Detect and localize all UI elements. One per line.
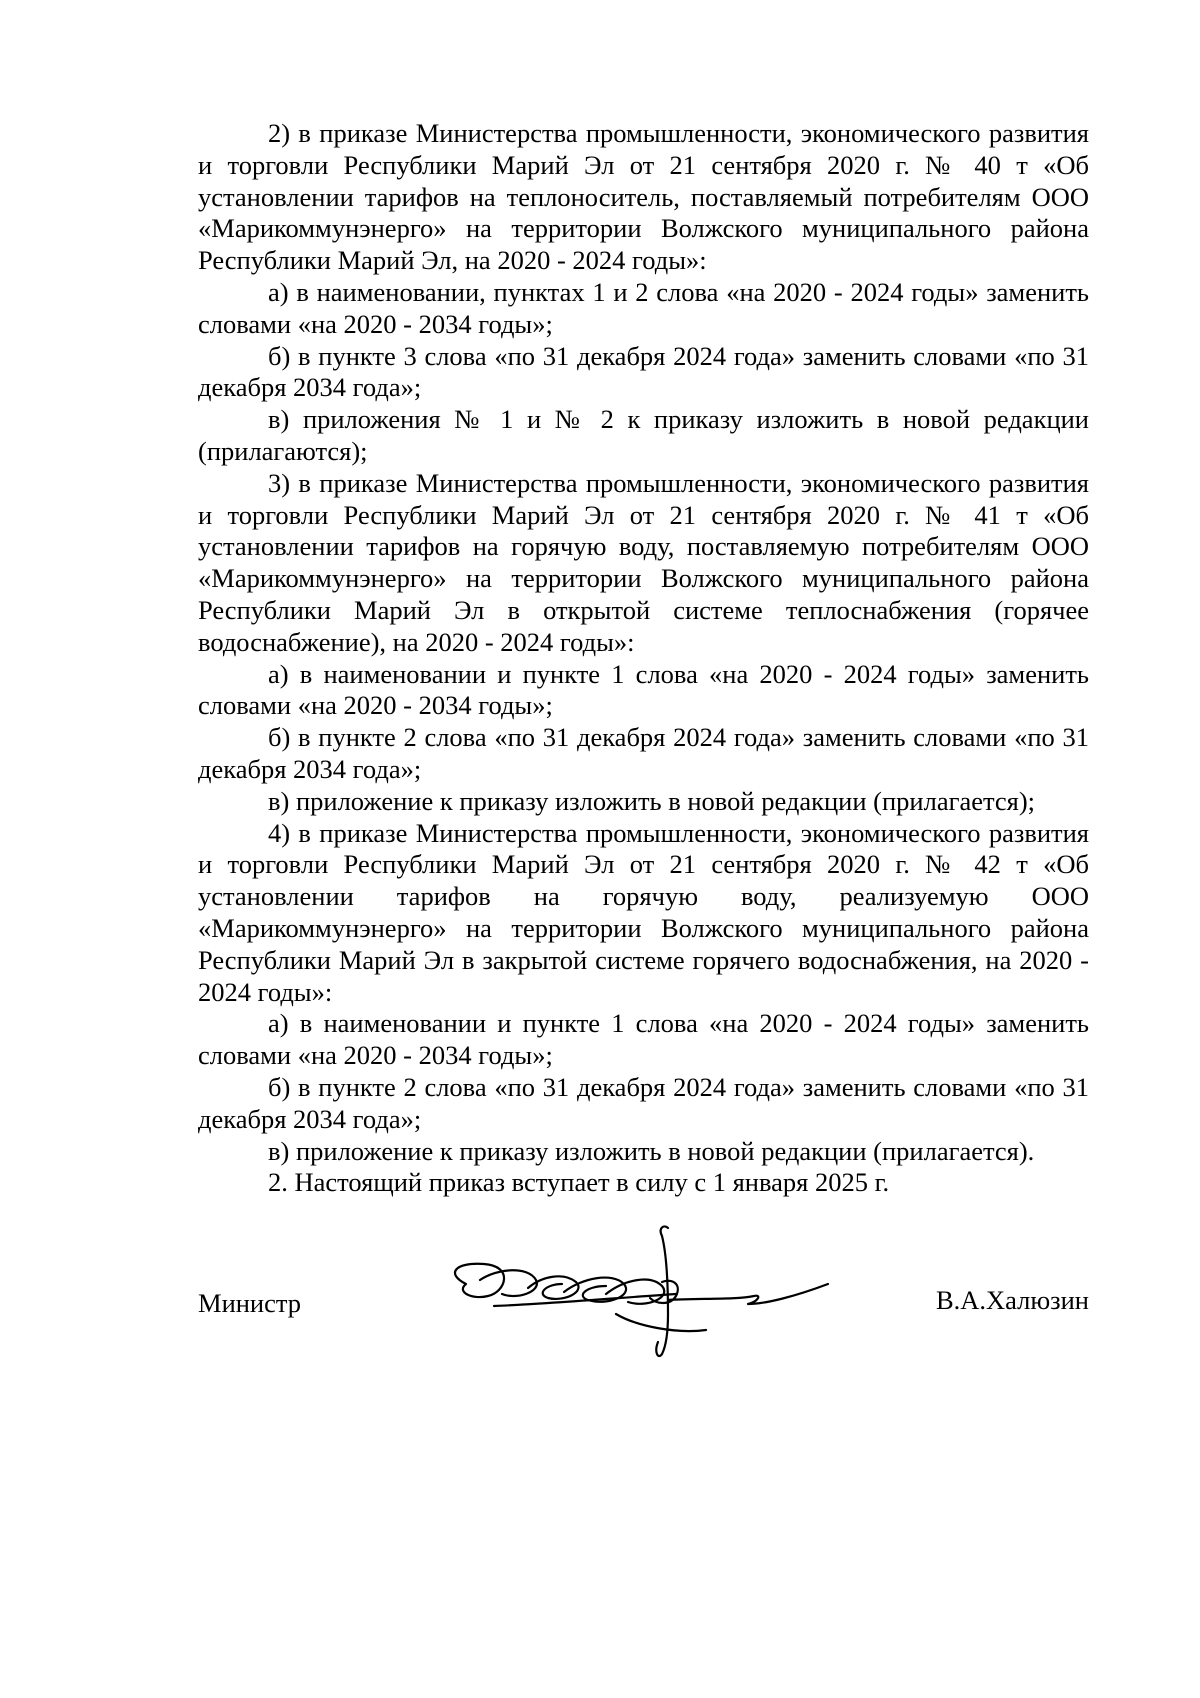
- paragraph-item-2a: а) в наименовании, пунктах 1 и 2 слова «на 2020 - 2024 годы» заменить словами «на 2020 - 2034 годы»;: [198, 276, 1089, 339]
- paragraph-item-2: 2) в приказе Министерства промышленности, экономического развития и торговли Республики Марий Эл от 21 сентября 2020 г. № 40 т «Об установлении тарифов на теплоноситель, поставляемый потребителям ООО «Марикоммунэнерго» на территории Волжского муниципального района Республики Марий Эл, на 2020 - 2024 годы»:: [198, 118, 1089, 276]
- signatory-title: Министр: [198, 1288, 302, 1318]
- paragraph-item-4v: в) приложение к приказу изложить в новой редакции (прилагается).: [268, 1135, 1035, 1166]
- paragraph-item-4: 4) в приказе Министерства промышленности, экономического развития и торговли Республики Марий Эл от 21 сентября 2020 г. № 42 т «Об установлении тарифов на горячую воду, реализуемую ООО «Марикоммунэнерго» на территории Волжского муниципального района Республики Марий Эл в закрытой системе горячего водоснабжения, на 2020 - 2024 годы»:: [198, 817, 1089, 1007]
- paragraph-item-4a: а) в наименовании и пункте 1 слова «на 2020 - 2024 годы» заменить словами «на 2020 - 2034 годы»;: [198, 1008, 1089, 1071]
- document-body: [198, 118, 1089, 1199]
- paragraph-item-2v: в) приложения № 1 и № 2 к приказу изложить в новой редакции (прилагаются);: [198, 404, 1089, 466]
- paragraph-item-3: 3) в приказе Министерства промышленности, экономического развития и торговли Республики Марий Эл от 21 сентября 2020 г. № 41 т «Об установлении тарифов на горячую воду, поставляемую потребителям ООО «Марикоммунэнерго» на территории Волжского муниципального района Республики Марий Эл в открытой системе теплоснабжения (горячее водоснабжение), на 2020 - 2024 годы»:: [198, 467, 1089, 657]
- signature-block: [198, 1232, 1089, 1352]
- handwritten-signature-icon: [436, 1222, 856, 1372]
- paragraph-item-3v: в) приложение к приказу изложить в новой редакции (прилагается);: [268, 785, 1036, 816]
- paragraph-effective-date: 2. Настоящий приказ вступает в силу с 1 января 2025 г.: [268, 1167, 890, 1198]
- paragraph-item-3a: а) в наименовании и пункте 1 слова «на 2020 - 2024 годы» заменить словами «на 2020 - 2034 годы»;: [198, 658, 1089, 721]
- paragraph-item-3b: б) в пункте 2 слова «по 31 декабря 2024 года» заменить словами «по 31 декабря 2034 года»;: [198, 722, 1089, 784]
- paragraph-item-4b: б) в пункте 2 слова «по 31 декабря 2024 года» заменить словами «по 31 декабря 2034 года»;: [198, 1071, 1089, 1134]
- signatory-name: В.А.Халюзин: [935, 1285, 1089, 1315]
- paragraph-item-2b: б) в пункте 3 слова «по 31 декабря 2024 года» заменить словами «по 31 декабря 2034 года»;: [198, 340, 1089, 403]
